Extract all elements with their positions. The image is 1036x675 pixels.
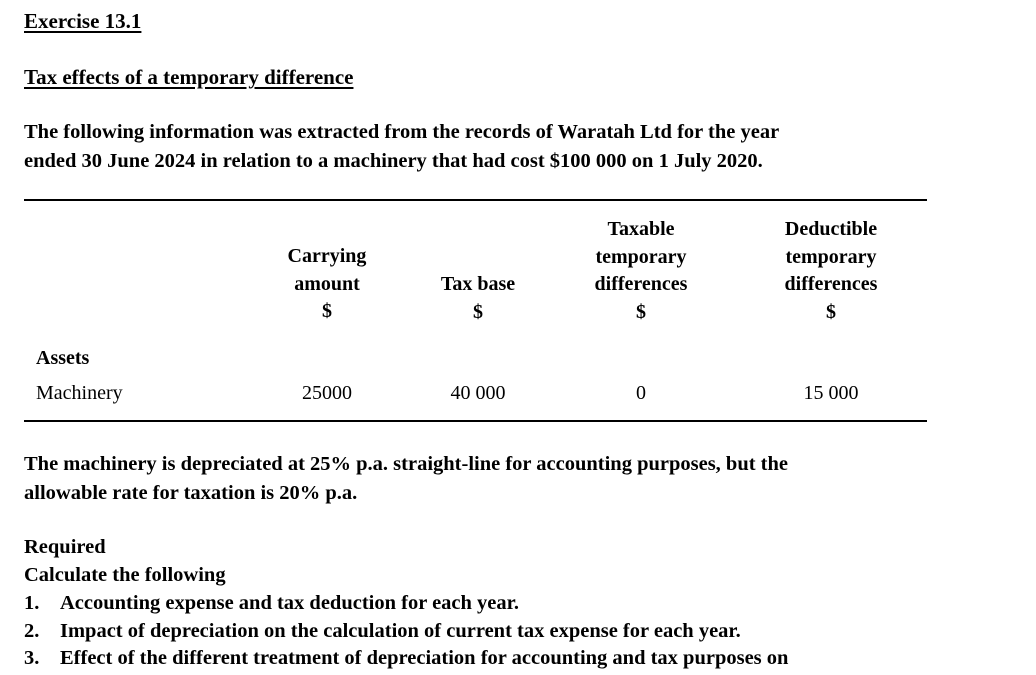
required-item-text: Impact of depreciation on the calculation of current tax expense for each year.: [60, 620, 741, 642]
table-top-rule: [24, 199, 927, 201]
required-lead: Calculate the following: [24, 564, 226, 586]
header-taxbase-currency: $: [473, 300, 483, 323]
header-deductible-differences: [761, 216, 901, 326]
required-item: [24, 617, 741, 645]
header-taxable-currency: $: [636, 300, 646, 323]
assets-section-label: Assets: [36, 347, 90, 369]
header-deductible-line3: differences: [784, 273, 878, 295]
header-taxable-line2: temporary: [595, 245, 687, 268]
row-machinery-taxbase: 40 000: [450, 382, 506, 404]
required-item-number: 1.: [24, 592, 40, 614]
required-item-number: 2.: [24, 620, 40, 642]
header-taxable-differences: [571, 216, 711, 326]
intro-line-2: ended 30 June 2024 in relation to a machinery that had cost $100 000 on 1 July 2020.: [24, 150, 763, 172]
depreciation-note-line-1: The machinery is depreciated at 25% p.a. straight-line for accounting purposes, but the: [24, 453, 789, 475]
header-tax-base: [418, 271, 538, 326]
table-bottom-rule: [24, 420, 927, 422]
exercise-title: Exercise 13.1: [24, 9, 142, 33]
depreciation-note-line-2: allowable rate for taxation is 20% p.a.: [24, 482, 358, 504]
row-machinery-carrying: 25000: [302, 382, 352, 404]
header-deductible-line2: temporary: [785, 245, 877, 268]
required-heading: Required: [24, 536, 106, 558]
header-carrying-line1: Carrying: [287, 245, 367, 267]
row-machinery-deductible: 15 000: [803, 382, 859, 404]
required-item-number: 3.: [24, 647, 40, 669]
row-machinery-taxable: 0: [636, 382, 646, 404]
header-deductible-currency: $: [826, 300, 836, 323]
header-carrying-amount: [262, 243, 392, 326]
header-taxable-line3: differences: [594, 273, 688, 295]
row-machinery-label: Machinery: [36, 382, 123, 404]
header-taxable-line1: Taxable: [607, 218, 675, 240]
header-taxbase-line1: Tax base: [440, 273, 516, 295]
intro-line-1: The following information was extracted from the records of Waratah Ltd for the year: [24, 121, 780, 143]
required-item: [24, 644, 788, 672]
section-subtitle: Tax effects of a temporary difference: [24, 65, 354, 89]
header-carrying-line2: amount: [294, 272, 360, 295]
required-item-text: Effect of the different treatment of depreciation for accounting and tax purposes on: [60, 647, 789, 669]
header-carrying-currency: $: [322, 300, 332, 322]
required-item-text: Accounting expense and tax deduction for each year.: [60, 592, 519, 614]
required-item: [24, 589, 519, 617]
header-deductible-line1: Deductible: [784, 218, 878, 240]
